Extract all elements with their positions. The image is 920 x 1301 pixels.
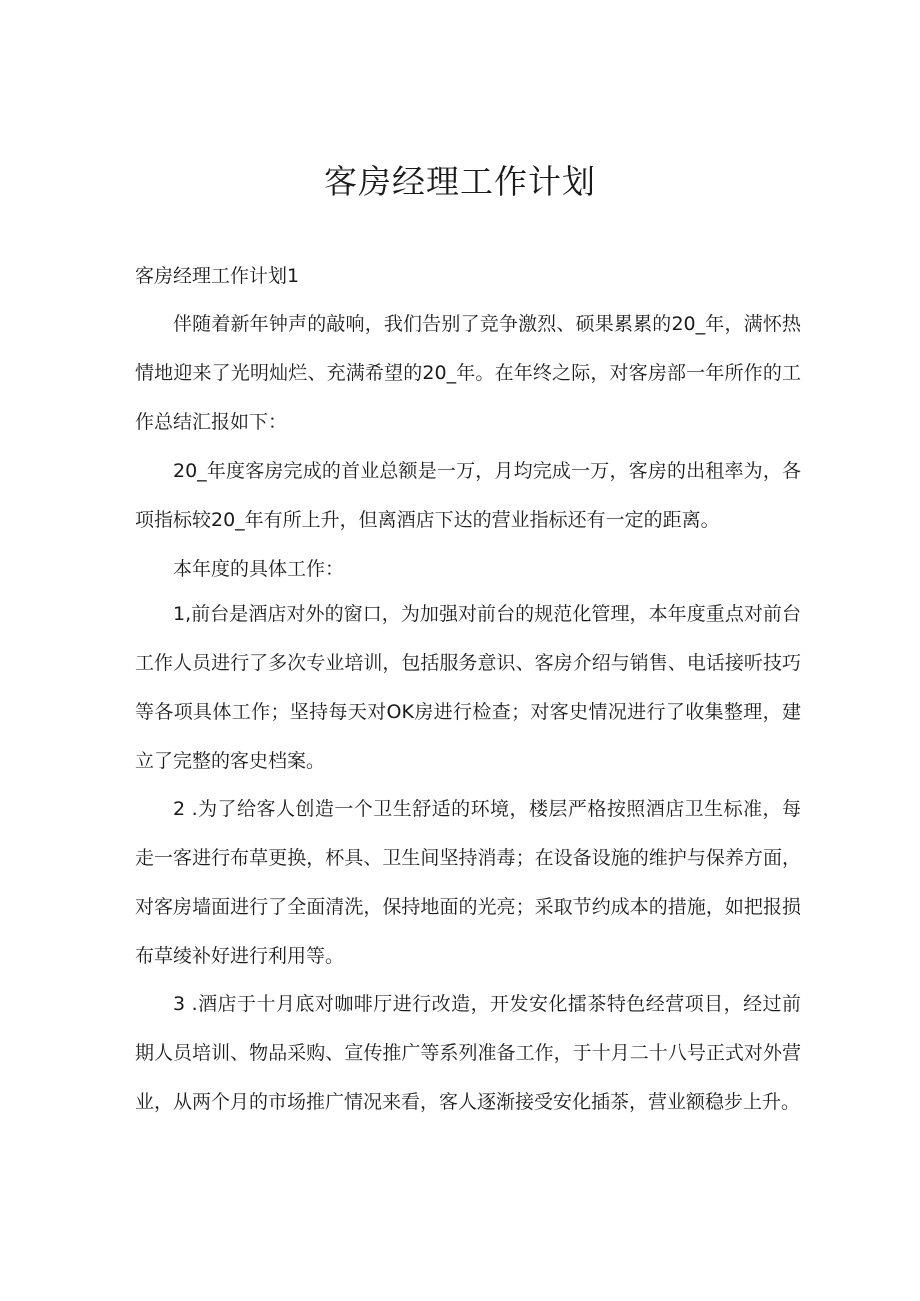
paragraph-work-heading: 本年度的具体工作： bbox=[173, 558, 345, 580]
paragraph-item-3: 3 .酒店于十月底对咖啡厅进行改造，开发安化擂茶特色经营项目，经过前期人员培训、物品采购、宣传推广等系列准备工作，于十月二十八号正式对外营业，从两个月的市场推广情况来看，客人逐渐接受安化插茶，营业额稳步上升。 bbox=[135, 993, 801, 1113]
section-heading: 客房经理工作计划1 bbox=[135, 265, 300, 287]
document-title: 客房经理工作计划 bbox=[324, 162, 596, 201]
paragraph-item-1: 1,前台是酒店对外的窗口，为加强对前台的规范化管理，本年度重点对前台工作人员进行了多次专业培训，包括服务意识、客房介绍与销售、电话接听技巧等各项具体工作；坚持每天对OK房进行检查；对客史情况进行了收集整理，建立了完整的客史档案。 bbox=[135, 603, 801, 772]
paragraph-revenue: 20_年度客房完成的首业总额是一万，月均完成一万，客房的出租率为，各项指标较20_年有所上升，但离酒店下达的营业指标还有一定的距离。 bbox=[135, 460, 801, 531]
paragraph-item-2: 2 .为了给客人创造一个卫生舒适的环境，楼层严格按照酒店卫生标准，每走一客进行布草更换，杯具、卫生间坚持消毒；在设备设施的维护与保养方面，对客房墙面进行了全面清洗，保持地面的光亮；采取节约成本的措施，如把报损布草绫补好进行利用等。 bbox=[135, 798, 801, 967]
paragraph-intro: 伴随着新年钟声的敲响，我们告别了竞争激烈、硕果累累的20_年，满怀热情地迎来了光明灿烂、充满希望的20_年。在年终之际，对客房部一年所作的工作总结汇报如下： bbox=[135, 313, 801, 433]
